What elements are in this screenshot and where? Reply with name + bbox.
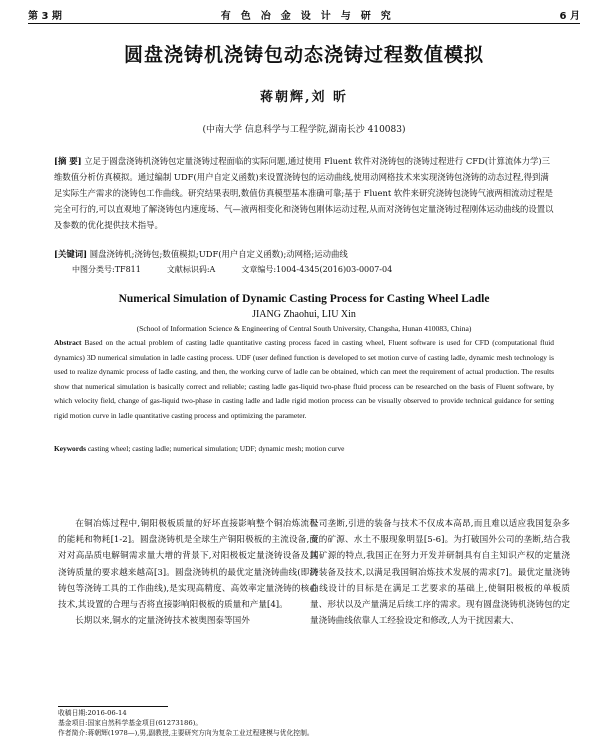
body-paragraph: 长期以来,铜水的定量浇铸技术被奥图泰等国外 (75, 616, 250, 627)
body-paragraph: 在铜冶炼过程中,铜阳极板质量的好坏直接影响整个铜冶炼流程的能耗和物耗[1-2]。圆盘浇铸机是全球生产铜阳极板的主流设备,面对对高品质电解铜需求量大增的背景下,对阳极板定量浇铸设备及其浇铸质量的要求越来越高[3]。圆盘浇铸机的最优定量浇铸曲线(即浇铸包等浇铸工具的工作曲线),是实现高精度、高效率定量浇铸的核心技术,其设置的合理与否将直接影响阳极板的质量和产量[4]。 (58, 519, 318, 611)
abstract-en (54, 336, 554, 424)
footnote-funding: 基金项目:国家自然科学基金项目(61273186)。 (58, 719, 203, 727)
running-header (28, 6, 580, 22)
body-paragraph: 公司垄断,引进的装备与技术不仅成本高昂,而且难以适应我国复杂多变的矿源、水土不服现象明显[5-6]。为打破国外公司的垄断,结合我国矿源的特点,我国正在努力开发并研制具有自主知识产权的定量浇铸装备及技术,以满足我国铜冶炼技术发展的需求[7]。最优定量浇铸曲线设计的目标是在满足工艺要求的基础上,使铜阳极板的单板质量、形状以及产量满足后续工序的需求。现有圆盘浇铸机浇铸包的定量浇铸曲线依靠人工经验设定和修改,人为干扰因素大、 (310, 519, 570, 627)
authors-en: JIANG Zhaohui, LIU Xin (252, 309, 356, 320)
abstract-cn (54, 153, 554, 233)
keywords-en (54, 444, 554, 453)
body-column-left (58, 516, 318, 629)
issue-number: 第 3 期 (28, 10, 62, 22)
abstract-text-cn: 立足于圆盘浇铸机浇铸包定量浇铸过程面临的实际问题,通过使用 Fluent 软件对浇铸包的浇铸过程进行 CFD(计算流体力学)三维数值分析仿真模拟。通过编制 UDF(用户自定义函数)来设置浇铸包的运动曲线,使用动网格技术来实现浇铸包浇铸的动态过程,得到满足实际生产需求的浇铸包工作曲线。研究结果表明,数值仿真模型基本准确可靠;基于 Fluent 软件来研究浇铸包浇铸气液两相流动过程是完全可行的,可以直观地了解浇铸包内速度场、气—液两相变化和浇铸包刚体运动过程,从而对浇铸包定量浇铸过程刚体运动曲线的设置以及参数的优化提供技术指导。 (54, 156, 554, 230)
article-id: 文章编号:1004-4345(2016)03-0007-04 (241, 265, 393, 274)
abstract-label-cn: [摘 要] (54, 156, 82, 166)
keywords-label-en: Keywords (54, 444, 87, 453)
affiliation-en: (School of Information Science & Engineering of Central South University, Changsha, Hunan 410083, China) (136, 324, 472, 333)
affiliation-cn: (中南大学 信息科学与工程学院,湖南长沙 410083) (202, 125, 406, 135)
footnote-rule (58, 706, 168, 707)
document-code: 文献标识码:A (166, 265, 216, 274)
journal-name: 有色冶金设计与研究 (220, 10, 401, 22)
keywords-cn (54, 247, 554, 261)
footnote-received: 收稿日期:2016-06-14 (58, 709, 127, 717)
keywords-label-cn: [关键词] (54, 249, 88, 259)
abstract-label-en: Abstract (54, 338, 82, 347)
issue-month: 6 月 (559, 10, 580, 22)
body-column-right (310, 516, 570, 629)
authors-cn: 蒋朝辉,刘 昕 (259, 90, 349, 105)
keywords-text-en: casting wheel; casting ladle; numerical simulation; UDF; dynamic mesh; motion curve (87, 444, 345, 453)
keywords-text-cn: 圆盘浇铸机;浇铸包;数值模拟;UDF(用户自定义函数);动网格;运动曲线 (89, 249, 348, 259)
header-rule (28, 23, 580, 24)
class-number: 中图分类号:TF811 (72, 265, 141, 274)
footnotes (58, 708, 578, 738)
paper-title-cn: 圆盘浇铸机浇铸包动态浇铸过程数值模拟 (123, 44, 484, 66)
paper-title-en: Numerical Simulation of Dynamic Casting Process for Casting Wheel Ladle (118, 293, 490, 305)
classification-line (72, 264, 552, 275)
abstract-text-en: Based on the actual problem of casting ladle quantitative casting process faced in casting wheel, Fluent software is used for CFD (computational fluid dynamics) 3D numerical simulation in ladle casting process. UDF (user defined function is developed to set motion curve of casting ladle, dynamic mesh technology is used to realize dynamic process of ladle casting, and then, the working curve of ladle can be obtained, which can meet the requirement of actual production. The results show that numerical simulation is basically correct and reliable; casting ladle gas-liquid two-phase fluid process can be researched on the basis of Fluent software, by which velocity field, change of gas-liquid two-phase in casting ladle and ladle rigid motion process can be visually observed to provide technical guidance for setting rigid motion curve in ladle quantitative casting process and optimizing the parameter. (54, 338, 554, 420)
footnote-author-bio: 作者简介:蒋朝辉(1978—),男,副教授,主要研究方向为复杂工业过程建模与优化控制。 (58, 729, 314, 737)
